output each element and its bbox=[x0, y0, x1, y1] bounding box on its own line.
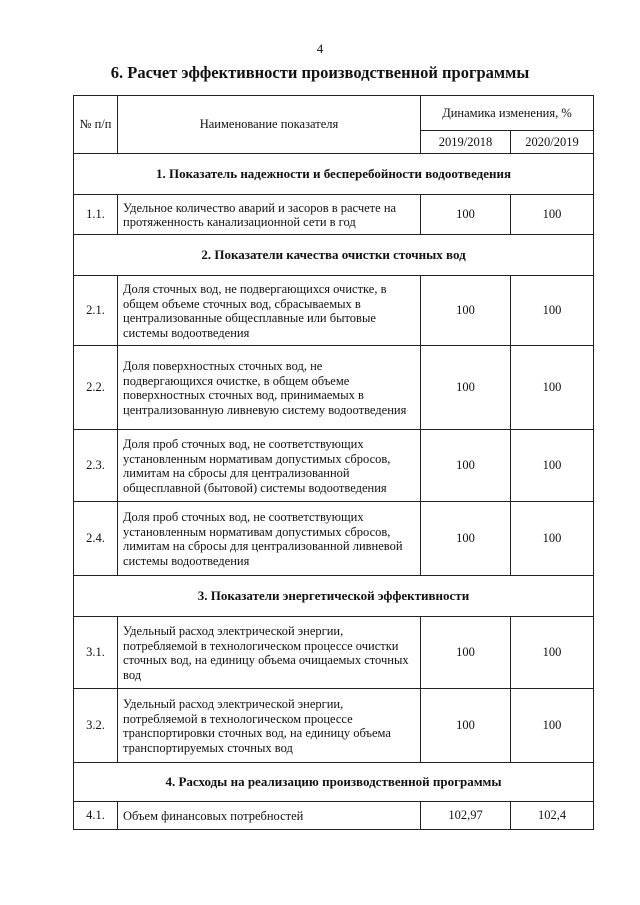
value-2020-2019: 100 bbox=[511, 276, 594, 346]
value-2020-2019: 100 bbox=[511, 617, 594, 689]
header-year-2: 2020/2019 bbox=[511, 131, 594, 154]
value-2019-2018: 100 bbox=[421, 617, 511, 689]
header-year-1: 2019/2018 bbox=[421, 131, 511, 154]
value-2020-2019: 100 bbox=[511, 430, 594, 502]
document-title: 6. Расчет эффективности производственной программы bbox=[110, 63, 530, 82]
row-number: 3.1. bbox=[74, 617, 118, 689]
header-row bbox=[74, 96, 594, 131]
value-2019-2018: 100 bbox=[421, 346, 511, 430]
table-row bbox=[74, 617, 594, 689]
value-2019-2018: 100 bbox=[421, 276, 511, 346]
value-2020-2019: 102,4 bbox=[511, 802, 594, 830]
row-number: 2.1. bbox=[74, 276, 118, 346]
section-row bbox=[74, 154, 594, 195]
table-row bbox=[74, 276, 594, 346]
table-row bbox=[74, 430, 594, 502]
row-number: 2.4. bbox=[74, 502, 118, 576]
efficiency-table bbox=[73, 95, 594, 830]
table-row bbox=[74, 195, 594, 235]
section-title: 3. Показатели энергетической эффективности bbox=[74, 576, 594, 617]
indicator-name: Объем финансовых потребностей bbox=[118, 802, 421, 830]
table-row bbox=[74, 689, 594, 763]
value-2019-2018: 100 bbox=[421, 689, 511, 763]
header-num: № п/п bbox=[74, 96, 118, 154]
row-number: 3.2. bbox=[74, 689, 118, 763]
row-number: 2.3. bbox=[74, 430, 118, 502]
section-row bbox=[74, 763, 594, 802]
row-number: 2.2. bbox=[74, 346, 118, 430]
section-title: 1. Показатель надежности и бесперебойности водоотведения bbox=[74, 154, 594, 195]
value-2020-2019: 100 bbox=[511, 689, 594, 763]
section-title: 4. Расходы на реализацию производственной программы bbox=[74, 763, 594, 802]
indicator-name: Доля проб сточных вод, не соответствующих установленным нормативам допустимых сбросов, лимитам на сбросы для централизованной общесплавной (бытовой) системы водоотведения bbox=[118, 430, 421, 502]
row-number: 1.1. bbox=[74, 195, 118, 235]
value-2020-2019: 100 bbox=[511, 502, 594, 576]
value-2019-2018: 100 bbox=[421, 195, 511, 235]
table-row bbox=[74, 346, 594, 430]
header-name: Наименование показателя bbox=[118, 96, 421, 154]
table-row bbox=[74, 502, 594, 576]
value-2020-2019: 100 bbox=[511, 346, 594, 430]
value-2019-2018: 102,97 bbox=[421, 802, 511, 830]
indicator-name: Доля проб сточных вод, не соответствующих установленным нормативам допустимых сбросов, лимитам на сбросы для централизованной ливневой системы водоотведения bbox=[118, 502, 421, 576]
table-row bbox=[74, 802, 594, 830]
indicator-name: Удельный расход электрической энергии, потребляемой в технологическом процессе транспортировки сточных вод, на единицу объема транспортируемых сточных вод bbox=[118, 689, 421, 763]
indicator-name: Доля сточных вод, не подвергающихся очистке, в общем объеме сточных вод, сбрасываемых в централизованные общесплавные или бытовые системы водоотведения bbox=[118, 276, 421, 346]
header-dynamics: Динамика изменения, % bbox=[421, 96, 594, 131]
indicator-name: Удельный расход электрической энергии, потребляемой в технологическом процессе очистки сточных вод, на единицу объема очищаемых сточных вод bbox=[118, 617, 421, 689]
value-2019-2018: 100 bbox=[421, 502, 511, 576]
section-row bbox=[74, 235, 594, 276]
row-number: 4.1. bbox=[74, 802, 118, 830]
value-2019-2018: 100 bbox=[421, 430, 511, 502]
indicator-name: Удельное количество аварий и засоров в расчете на протяженность канализационной сети в год bbox=[118, 195, 421, 235]
indicator-name: Доля поверхностных сточных вод, не подвергающихся очистке, в общем объеме поверхностных сточных вод, принимаемых в централизованную ливневую систему водоотведения bbox=[118, 346, 421, 430]
page-number: 4 bbox=[316, 41, 324, 56]
value-2020-2019: 100 bbox=[511, 195, 594, 235]
section-row bbox=[74, 576, 594, 617]
section-title: 2. Показатели качества очистки сточных вод bbox=[74, 235, 594, 276]
